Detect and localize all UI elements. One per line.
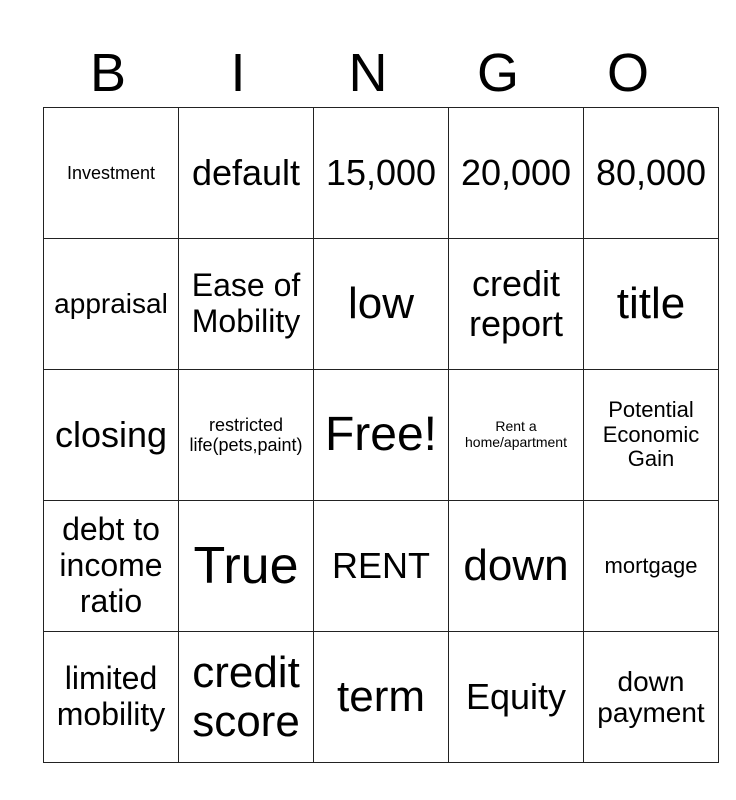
board-row-3 [44, 370, 719, 501]
bingo-cell[interactable]: mortgage [584, 501, 719, 632]
bingo-cell[interactable]: restricted life(pets,paint) [179, 370, 314, 501]
bingo-cell[interactable]: Investment [44, 108, 179, 239]
bingo-cell[interactable]: closing [44, 370, 179, 501]
bingo-cell[interactable]: credit report [449, 239, 584, 370]
header-letter-o: O [606, 43, 649, 103]
header-letter-g: G [476, 43, 519, 103]
bingo-cell[interactable]: low [314, 239, 449, 370]
bingo-cell[interactable]: limited mobility [44, 632, 179, 763]
header-letter-b: B [89, 43, 127, 103]
bingo-cell[interactable]: Equity [449, 632, 584, 763]
bingo-cell[interactable]: title [584, 239, 719, 370]
bingo-cell[interactable]: Rent a home/apartment [449, 370, 584, 501]
board-row-4 [44, 501, 719, 632]
bingo-cell[interactable]: down [449, 501, 584, 632]
board-row-5 [44, 632, 719, 763]
header-letter-n: N [348, 43, 388, 103]
bingo-cell[interactable]: term [314, 632, 449, 763]
bingo-header [43, 40, 693, 106]
bingo-cell[interactable]: 80,000 [584, 108, 719, 239]
bingo-board [43, 107, 719, 763]
bingo-cell[interactable]: debt to income ratio [44, 501, 179, 632]
bingo-cell[interactable]: appraisal [44, 239, 179, 370]
bingo-cell[interactable]: True [179, 501, 314, 632]
board-row-1 [44, 108, 719, 239]
free-space-cell[interactable]: Free! [314, 370, 449, 501]
header-letter-i: I [230, 43, 246, 103]
bingo-cell[interactable]: Potential Economic Gain [584, 370, 719, 501]
board-row-2 [44, 239, 719, 370]
bingo-cell[interactable]: 20,000 [449, 108, 584, 239]
bingo-cell[interactable]: Ease of Mobility [179, 239, 314, 370]
bingo-cell[interactable]: RENT [314, 501, 449, 632]
bingo-cell[interactable]: down payment [584, 632, 719, 763]
bingo-cell[interactable]: default [179, 108, 314, 239]
bingo-cell[interactable]: credit score [179, 632, 314, 763]
bingo-cell[interactable]: 15,000 [314, 108, 449, 239]
